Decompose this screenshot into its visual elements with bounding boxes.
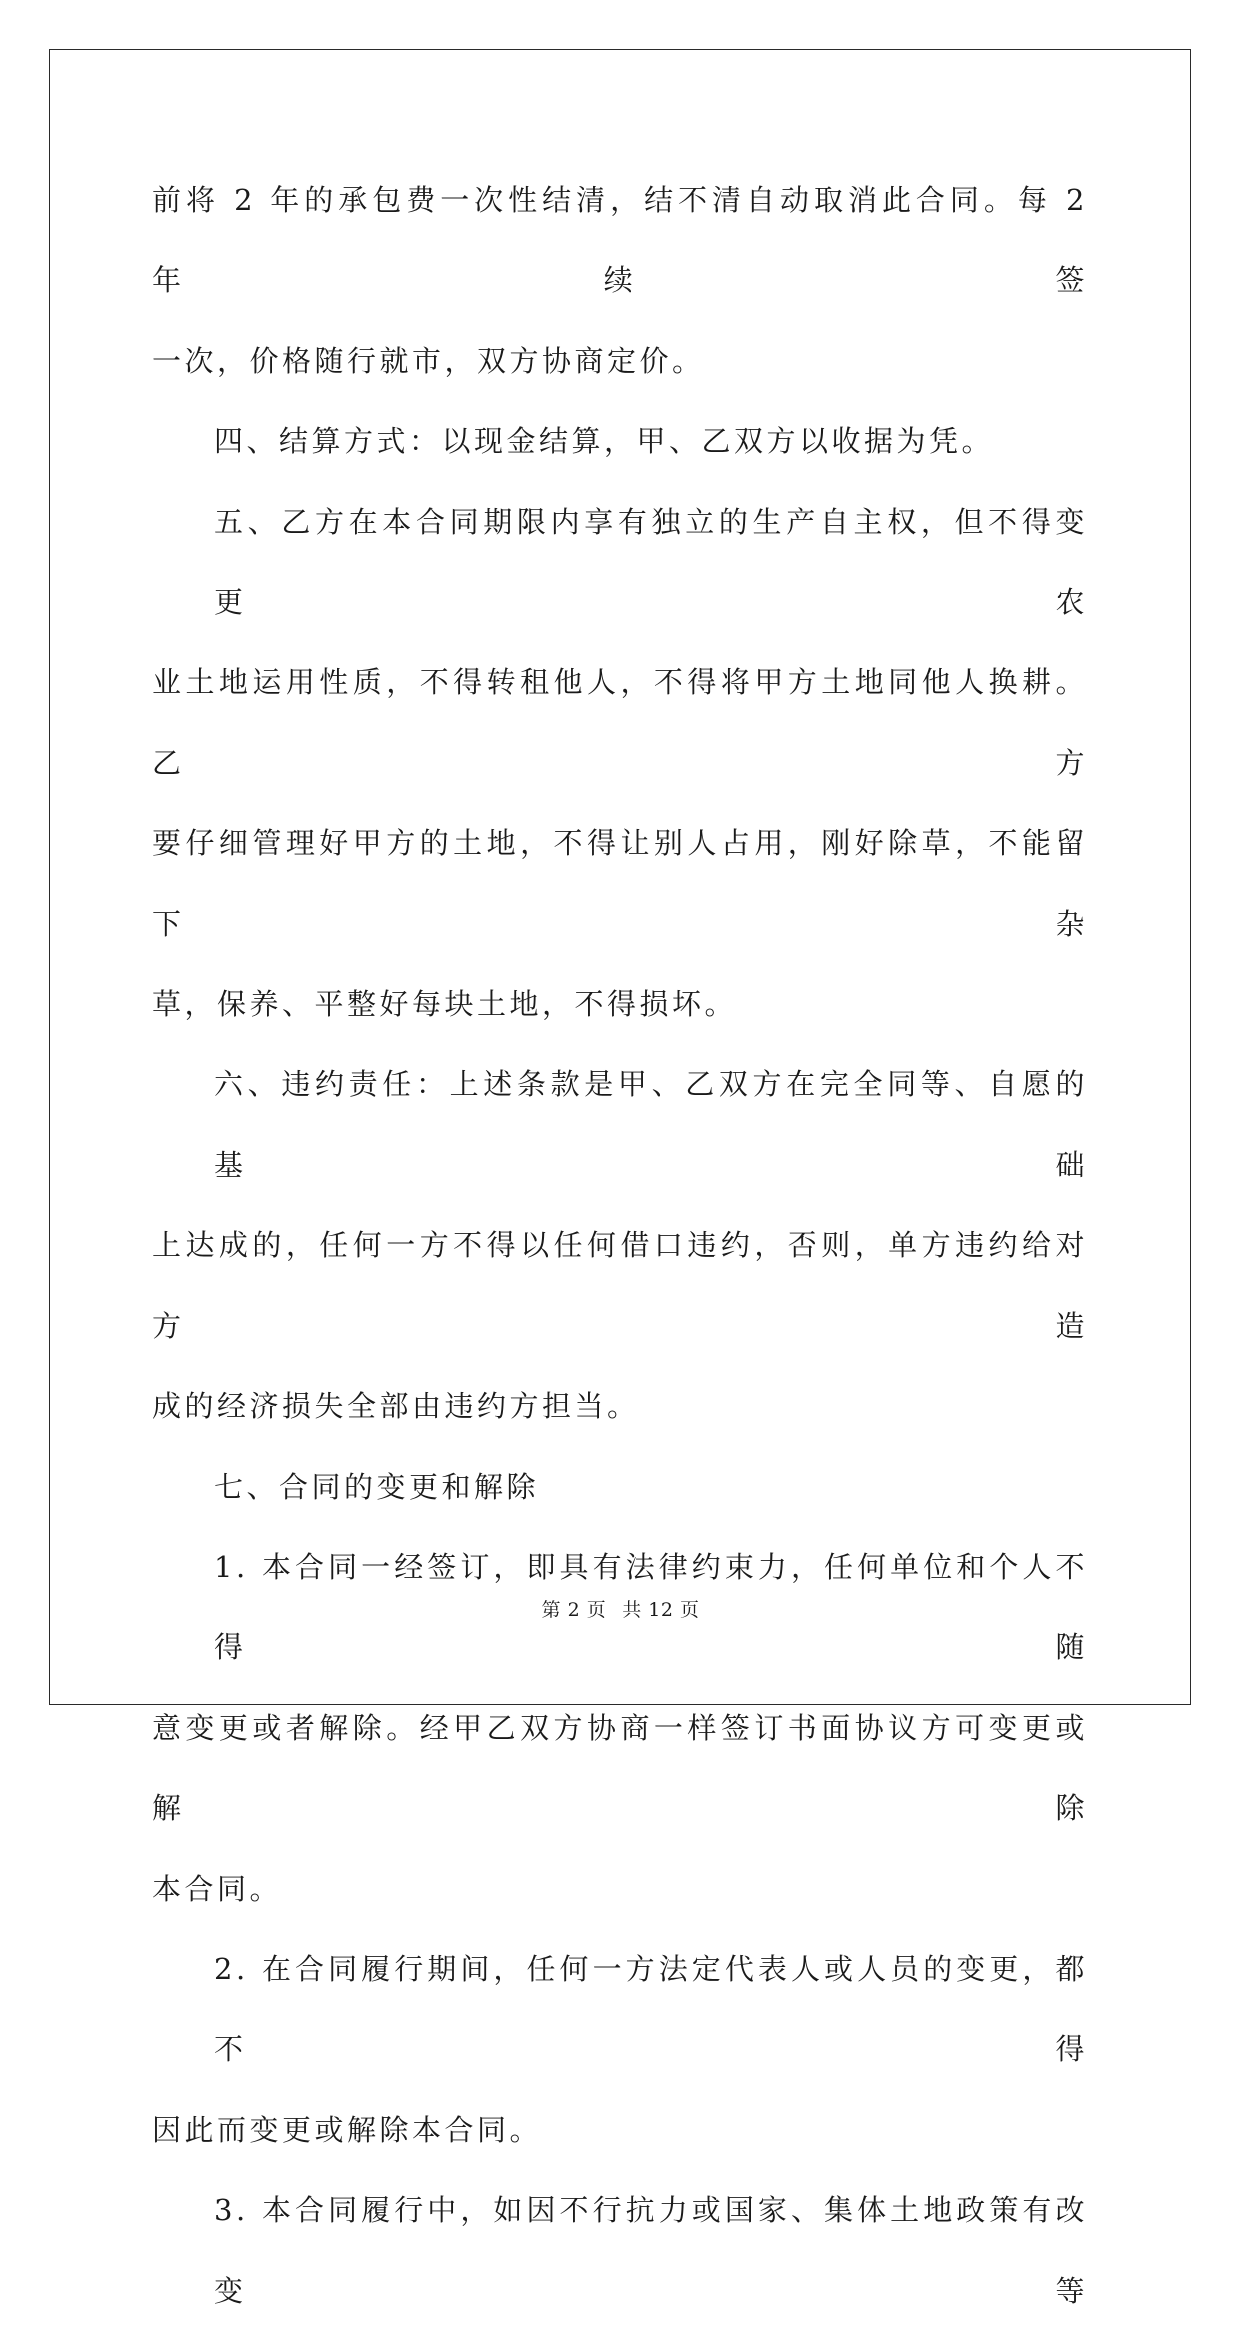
page-number: 第 2 页	[541, 1599, 607, 1621]
page-total: 共 12 页	[622, 1599, 700, 1621]
text-line: 本合同。	[152, 1871, 283, 1906]
text-line: 上达成的，任何一方不得以任何借口违约，否则，单方违约给对方造	[152, 1228, 1088, 1343]
text-line: 2. 在合同履行期间，任何一方法定代表人或人员的变更，都不得	[214, 1951, 1088, 2067]
text-line: 六、违约责任：上述条款是甲、乙双方在完全同等、自愿的基础	[214, 1067, 1088, 1182]
text-line: 3. 本合同履行中，如因不行抗力或国家、集体土地政策有改变等	[214, 2193, 1088, 2308]
text-line: 1. 本合同一经签订，即具有法律约束力，任何单位和个人不得随	[214, 1549, 1088, 1665]
text-line: 意变更或者解除。经甲乙双方协商一样签订书面协议方可变更或解除	[152, 1710, 1088, 1826]
text-line: 业土地运用性质，不得转租他人，不得将甲方土地同他人换耕。乙方	[152, 665, 1088, 780]
text-line: 七、合同的变更和解除	[214, 1469, 540, 1504]
text-line: 成的经济损失全部由违约方担当。	[152, 1389, 640, 1424]
text-line: 因此而变更或解除本合同。	[152, 2112, 543, 2147]
document-body	[152, 160, 1088, 2331]
text-line: 四、结算方式：以现金结算，甲、乙双方以收据为凭。	[214, 424, 995, 459]
text-line: 一次，价格随行就市，双方协商定价。	[152, 343, 705, 378]
page-footer	[0, 1595, 1241, 1622]
contract-text	[152, 160, 1088, 2331]
text-line: 五、乙方在本合同期限内享有独立的生产自主权，但不得变更农	[214, 504, 1088, 620]
text-line: 草，保养、平整好每块土地，不得损坏。	[152, 987, 738, 1022]
text-line: 要仔细管理好甲方的土地，不得让别人占用，刚好除草，不能留下杂	[152, 826, 1088, 941]
text-line: 前将 2 年的承包费一次性结清，结不清自动取消此合同。每 2 年续签	[152, 183, 1088, 298]
